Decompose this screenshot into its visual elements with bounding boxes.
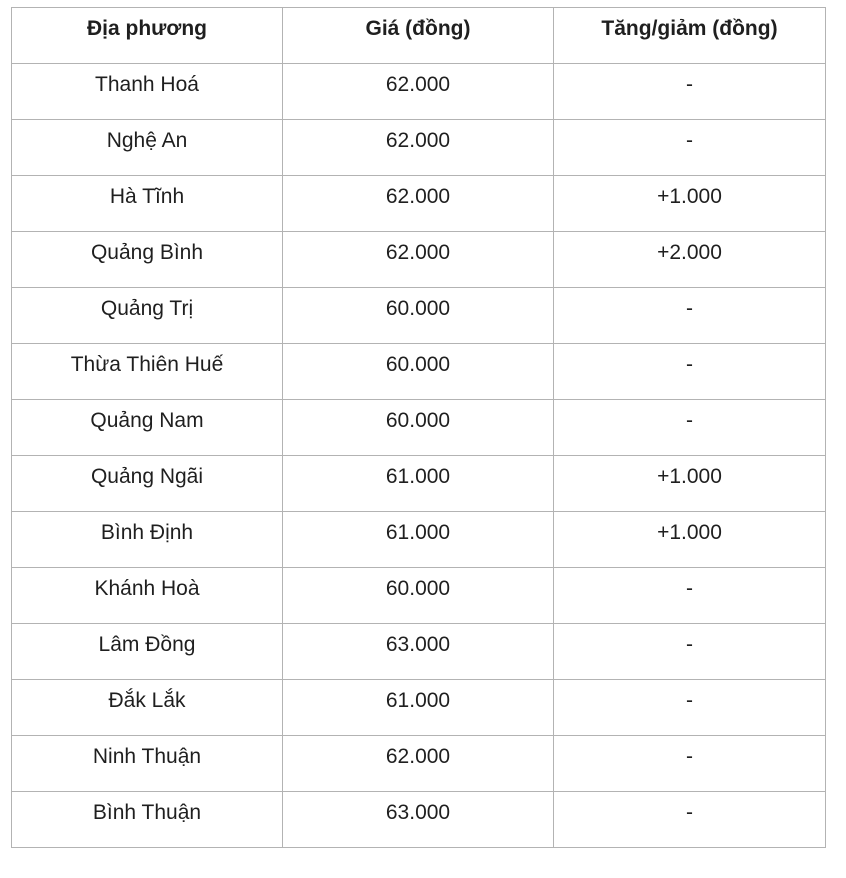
table-row bbox=[12, 624, 826, 680]
cell-change: - bbox=[554, 792, 826, 848]
cell-price: 60.000 bbox=[283, 568, 554, 624]
cell-change: +1.000 bbox=[554, 456, 826, 512]
cell-price: 61.000 bbox=[283, 456, 554, 512]
cell-change: - bbox=[554, 736, 826, 792]
cell-price: 63.000 bbox=[283, 792, 554, 848]
cell-change: - bbox=[554, 288, 826, 344]
cell-price: 62.000 bbox=[283, 736, 554, 792]
cell-locality: Bình Định bbox=[12, 512, 283, 568]
table-row bbox=[12, 64, 826, 120]
table-row bbox=[12, 736, 826, 792]
table-header bbox=[12, 8, 826, 64]
header-price: Giá (đồng) bbox=[283, 8, 554, 64]
cell-locality: Thanh Hoá bbox=[12, 64, 283, 120]
cell-locality: Đắk Lắk bbox=[12, 680, 283, 736]
cell-change: +1.000 bbox=[554, 176, 826, 232]
table-row bbox=[12, 568, 826, 624]
cell-locality: Ninh Thuận bbox=[12, 736, 283, 792]
cell-change: - bbox=[554, 624, 826, 680]
cell-change: - bbox=[554, 400, 826, 456]
cell-change: - bbox=[554, 568, 826, 624]
cell-change: - bbox=[554, 344, 826, 400]
cell-locality: Quảng Trị bbox=[12, 288, 283, 344]
cell-locality: Nghệ An bbox=[12, 120, 283, 176]
cell-change: - bbox=[554, 120, 826, 176]
cell-change: +2.000 bbox=[554, 232, 826, 288]
cell-price: 61.000 bbox=[283, 512, 554, 568]
cell-locality: Lâm Đồng bbox=[12, 624, 283, 680]
header-locality: Địa phương bbox=[12, 8, 283, 64]
table-row bbox=[12, 456, 826, 512]
cell-locality: Quảng Bình bbox=[12, 232, 283, 288]
cell-change: +1.000 bbox=[554, 512, 826, 568]
table-row bbox=[12, 288, 826, 344]
price-table bbox=[11, 7, 826, 848]
cell-price: 62.000 bbox=[283, 176, 554, 232]
table-row bbox=[12, 680, 826, 736]
cell-price: 60.000 bbox=[283, 288, 554, 344]
cell-locality: Hà Tĩnh bbox=[12, 176, 283, 232]
table-row bbox=[12, 512, 826, 568]
table-body bbox=[12, 64, 826, 848]
header-row bbox=[12, 8, 826, 64]
table-row bbox=[12, 792, 826, 848]
cell-price: 62.000 bbox=[283, 120, 554, 176]
table-row bbox=[12, 400, 826, 456]
cell-price: 61.000 bbox=[283, 680, 554, 736]
table-row bbox=[12, 232, 826, 288]
table-row bbox=[12, 344, 826, 400]
cell-price: 63.000 bbox=[283, 624, 554, 680]
table-row bbox=[12, 120, 826, 176]
cell-locality: Quảng Nam bbox=[12, 400, 283, 456]
cell-price: 60.000 bbox=[283, 400, 554, 456]
cell-price: 60.000 bbox=[283, 344, 554, 400]
cell-locality: Bình Thuận bbox=[12, 792, 283, 848]
cell-price: 62.000 bbox=[283, 64, 554, 120]
cell-locality: Khánh Hoà bbox=[12, 568, 283, 624]
cell-locality: Quảng Ngãi bbox=[12, 456, 283, 512]
cell-price: 62.000 bbox=[283, 232, 554, 288]
cell-locality: Thừa Thiên Huế bbox=[12, 344, 283, 400]
header-change: Tăng/giảm (đồng) bbox=[554, 8, 826, 64]
table-row bbox=[12, 176, 826, 232]
cell-change: - bbox=[554, 680, 826, 736]
cell-change: - bbox=[554, 64, 826, 120]
